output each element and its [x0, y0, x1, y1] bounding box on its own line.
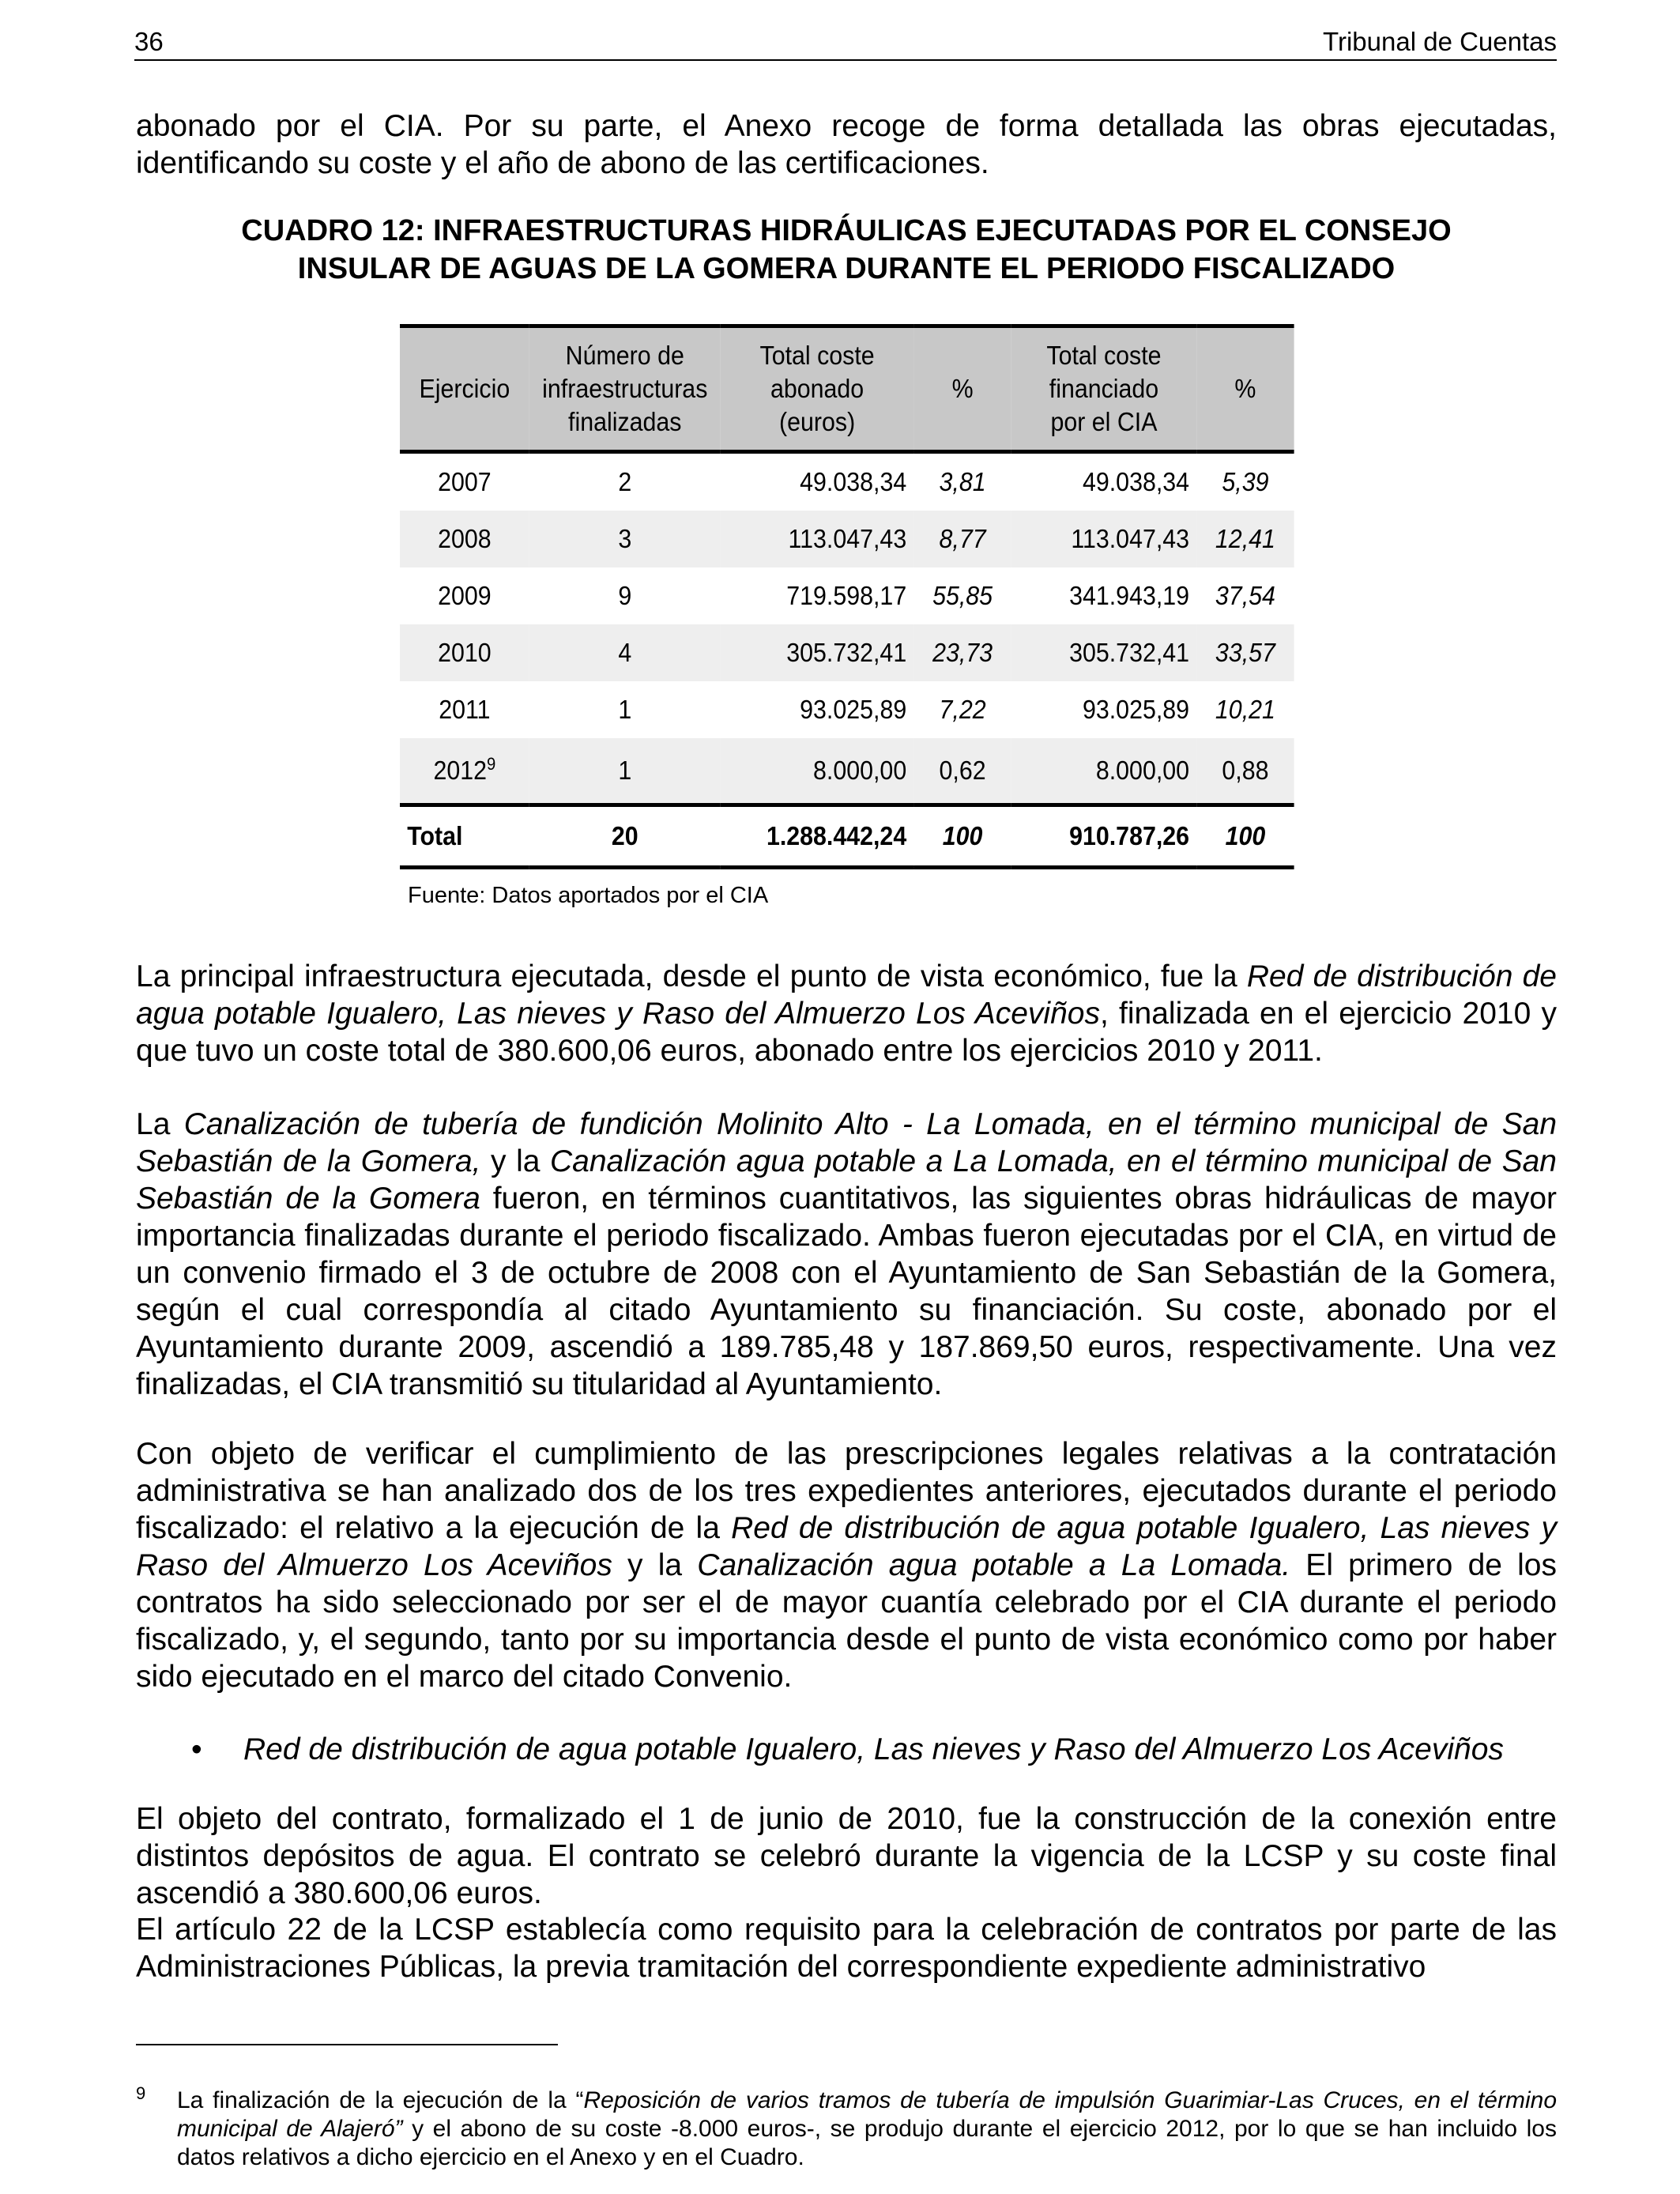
cell-pct-1: 8,77 [913, 511, 1011, 567]
text-span: fueron, en términos cuantitativos, las siguientes obras hidráulicas de mayor importancia finalizadas durante el periodo fiscalizado. Ambas fueron ejecutadas por el CIA, en virtud de un convenio firmado el 3 de octubre de 2008 con el Ayuntamiento de San Sebastián de la Gomera, según el cual correspondía al citado Ayuntamiento su financiación. Su coste, abonado por el Ayuntamiento durante 2009, ascendió a 189.785,48 y 187.869,50 euros, respectivamente. Una vez finalizadas, el CIA transmitió su titularidad al Ayuntamiento. [136, 1182, 1557, 1401]
header-numero [529, 326, 721, 452]
text-span: La principal infraestructura ejecutada, desde el punto de vista económico, fue la [136, 959, 1247, 993]
table-header-row [400, 326, 1294, 452]
paragraph-canalizacion [136, 1106, 1557, 1403]
table-row [400, 681, 1294, 738]
total-abonado: 1.288.442,24 [721, 805, 914, 868]
table-row [400, 567, 1294, 624]
header-abonado [721, 326, 914, 452]
italic-span: Canalización agua potable a La Lomada, en el término municipal de San Sebastián de la Gomera [136, 1144, 1557, 1216]
cell-year: 2009 [438, 581, 492, 610]
cell-num: 2 [618, 467, 632, 496]
intro-paragraph: abonado por el CIA. Por su parte, el Anexo recoge de forma detallada las obras ejecutadas, identificando su coste y el año de abono de las certificaciones. [136, 109, 1557, 180]
cell-pct-1: 3,81 [939, 467, 986, 496]
cell-financiado: 113.047,43 [1011, 511, 1197, 567]
header-abonado-line-3: (euros) [779, 407, 856, 436]
cell-pct-1: 55,85 [932, 581, 993, 610]
text-span: , finalizada en el ejercicio 2010 y que tuvo un coste total de 380.600,06 euros, abonado entre los ejercicios 2010 y 2011. [136, 997, 1557, 1068]
header-financiado-line-1: Total coste [1046, 341, 1162, 370]
cell-pct-2: 10,21 [1215, 695, 1275, 724]
cell-abonado: 93.025,89 [800, 695, 907, 724]
header-financiado-line-2: financiado [1049, 374, 1159, 403]
total-pct-2: 100 [1196, 805, 1294, 868]
cell-year [400, 738, 529, 805]
cell-num: 1 [618, 695, 632, 724]
footnote-ref: 9 [487, 754, 496, 774]
running-header-title: Tribunal de Cuentas [1323, 27, 1557, 56]
text-span: y la [612, 1548, 698, 1582]
cell-pct-2: 33,57 [1196, 624, 1294, 681]
cell-num: 1 [529, 738, 721, 805]
header-numero-line-3: finalizadas [568, 407, 682, 436]
total-num: 20 [529, 805, 721, 868]
cell-num: 3 [529, 511, 721, 567]
bullet-icon: • [191, 1732, 202, 1766]
cell-abonado: 49.038,34 [800, 467, 907, 496]
cell-pct-2: 0,88 [1196, 738, 1294, 805]
table-total-row [400, 805, 1294, 868]
table-caption-line-1: CUADRO 12: INFRAESTRUCTURAS HIDRÁULICAS EJECUTADAS POR EL CONSEJO [241, 214, 1452, 247]
header-ejercicio: Ejercicio [400, 326, 529, 452]
cell-year-text: 2012 [433, 756, 488, 785]
cell-pct-1: 23,73 [913, 624, 1011, 681]
header-financiado [1011, 326, 1197, 452]
text-span: El primero de los contratos ha sido seleccionado por ser el de mayor cuantía celebrado por el CIA durante el periodo fiscalizado, y, el segundo, tanto por su importancia desde el punto de vista económico como por haber sido ejecutado en el marco del citado Convenio. [136, 1548, 1557, 1694]
text-span: La finalización de la ejecución de la “ [177, 2087, 584, 2113]
cell-year: 2007 [438, 467, 492, 496]
paragraph-objeto-contrato: El objeto del contrato, formalizado el 1 de junio de 2010, fue la construcción de la conexión entre distintos depósitos de agua. El contrato se celebró durante la vigencia de la LCSP y su coste final ascendió a 380.600,06 euros. [136, 1802, 1557, 1910]
cell-abonado: 305.732,41 [721, 624, 914, 681]
footnote-number: 9 [136, 2083, 146, 2103]
cell-pct-2: 12,41 [1196, 511, 1294, 567]
cell-abonado: 8.000,00 [721, 738, 914, 805]
paragraph-articulo-22: El artículo 22 de la LCSP establecía como requisito para la celebración de contratos por parte de las Administraciones Públicas, la previa tramitación del correspondiente expediente administrativo [136, 1913, 1557, 1984]
table-source: Fuente: Datos aportados por el CIA [408, 883, 769, 908]
header-numero-line-2: infraestructuras [542, 374, 708, 403]
italic-span: Red de distribución de agua potable Igualero, Las nieves y Raso del Almuerzo Los Aceviños [136, 1511, 1558, 1582]
cell-num: 9 [618, 581, 632, 610]
total-pct-1: 100 [913, 805, 1011, 868]
header-financiado-line-3: por el CIA [1050, 407, 1158, 436]
cell-abonado: 719.598,17 [786, 581, 907, 610]
data-table [400, 324, 1294, 869]
cell-financiado: 8.000,00 [1011, 738, 1197, 805]
cell-financiado: 49.038,34 [1082, 467, 1190, 496]
cell-financiado: 93.025,89 [1082, 695, 1190, 724]
text-span: y la [480, 1144, 550, 1178]
paragraph-objeto-verificar [136, 1435, 1557, 1695]
total-label: Total [400, 805, 529, 868]
footnote-rule [136, 2044, 558, 2045]
italic-span: Canalización de tubería de fundición Molinito Alto - La Lomada, en el término municipal de San Sebastián de la Gomera, [136, 1107, 1558, 1178]
header-rule [134, 59, 1557, 61]
table-row [400, 624, 1294, 681]
table-row [400, 511, 1294, 567]
italic-span: Reposición de varios tramos de tubería de impulsión Guarimiar-Las Cruces, en el término municipal de Alajeró” [177, 2087, 1557, 2142]
header-abonado-line-2: abonado [770, 374, 864, 403]
table-caption [136, 212, 1557, 288]
cell-pct-2: 5,39 [1222, 467, 1269, 496]
table-row [400, 738, 1294, 805]
table-caption-line-2: INSULAR DE AGUAS DE LA GOMERA DURANTE EL PERIODO FISCALIZADO [297, 252, 1396, 285]
cell-year: 2011 [439, 695, 491, 724]
page-number: 36 [134, 27, 164, 56]
bullet-text: Red de distribución de agua potable Igualero, Las nieves y Raso del Almuerzo Los Aceviños [243, 1732, 1504, 1766]
italic-span: Red de distribución de agua potable Igualero, Las nieves y Raso del Almuerzo Los Aceviños [136, 959, 1557, 1031]
header-pct-2: % [1196, 326, 1294, 452]
cell-year: 2010 [400, 624, 529, 681]
cell-pct-1: 7,22 [939, 695, 986, 724]
italic-span: Canalización agua potable a La Lomada. [697, 1548, 1291, 1582]
cell-pct-1: 0,62 [913, 738, 1011, 805]
cell-num: 4 [529, 624, 721, 681]
cell-financiado: 341.943,19 [1069, 581, 1190, 610]
paragraph-principal [136, 958, 1557, 1069]
header-numero-line-1: Número de [565, 341, 684, 370]
header-pct-1: % [913, 326, 1011, 452]
total-financiado: 910.787,26 [1011, 805, 1197, 868]
cell-financiado: 305.732,41 [1011, 624, 1197, 681]
text-span: Con objeto de verificar el cumplimiento de las prescripciones legales relativas a la contratación administrativa se han analizado dos de los tres expedientes anteriores, ejecutados durante el periodo fiscalizado: el relativo a la ejecución de la [136, 1437, 1557, 1545]
header-abonado-line-1: Total coste [759, 341, 875, 370]
cell-year: 2008 [400, 511, 529, 567]
text-span: y el abono de su coste -8.000 euros-, se produjo durante el ejercicio 2012, por lo que se han incluido los datos relativos a dicho ejercicio en el Anexo y en el Cuadro. [177, 2116, 1557, 2170]
cell-abonado: 113.047,43 [721, 511, 914, 567]
text-span: La [136, 1107, 184, 1141]
table-row [400, 452, 1294, 511]
cell-pct-2: 37,54 [1215, 581, 1275, 610]
footnote-text [177, 2087, 1557, 2172]
